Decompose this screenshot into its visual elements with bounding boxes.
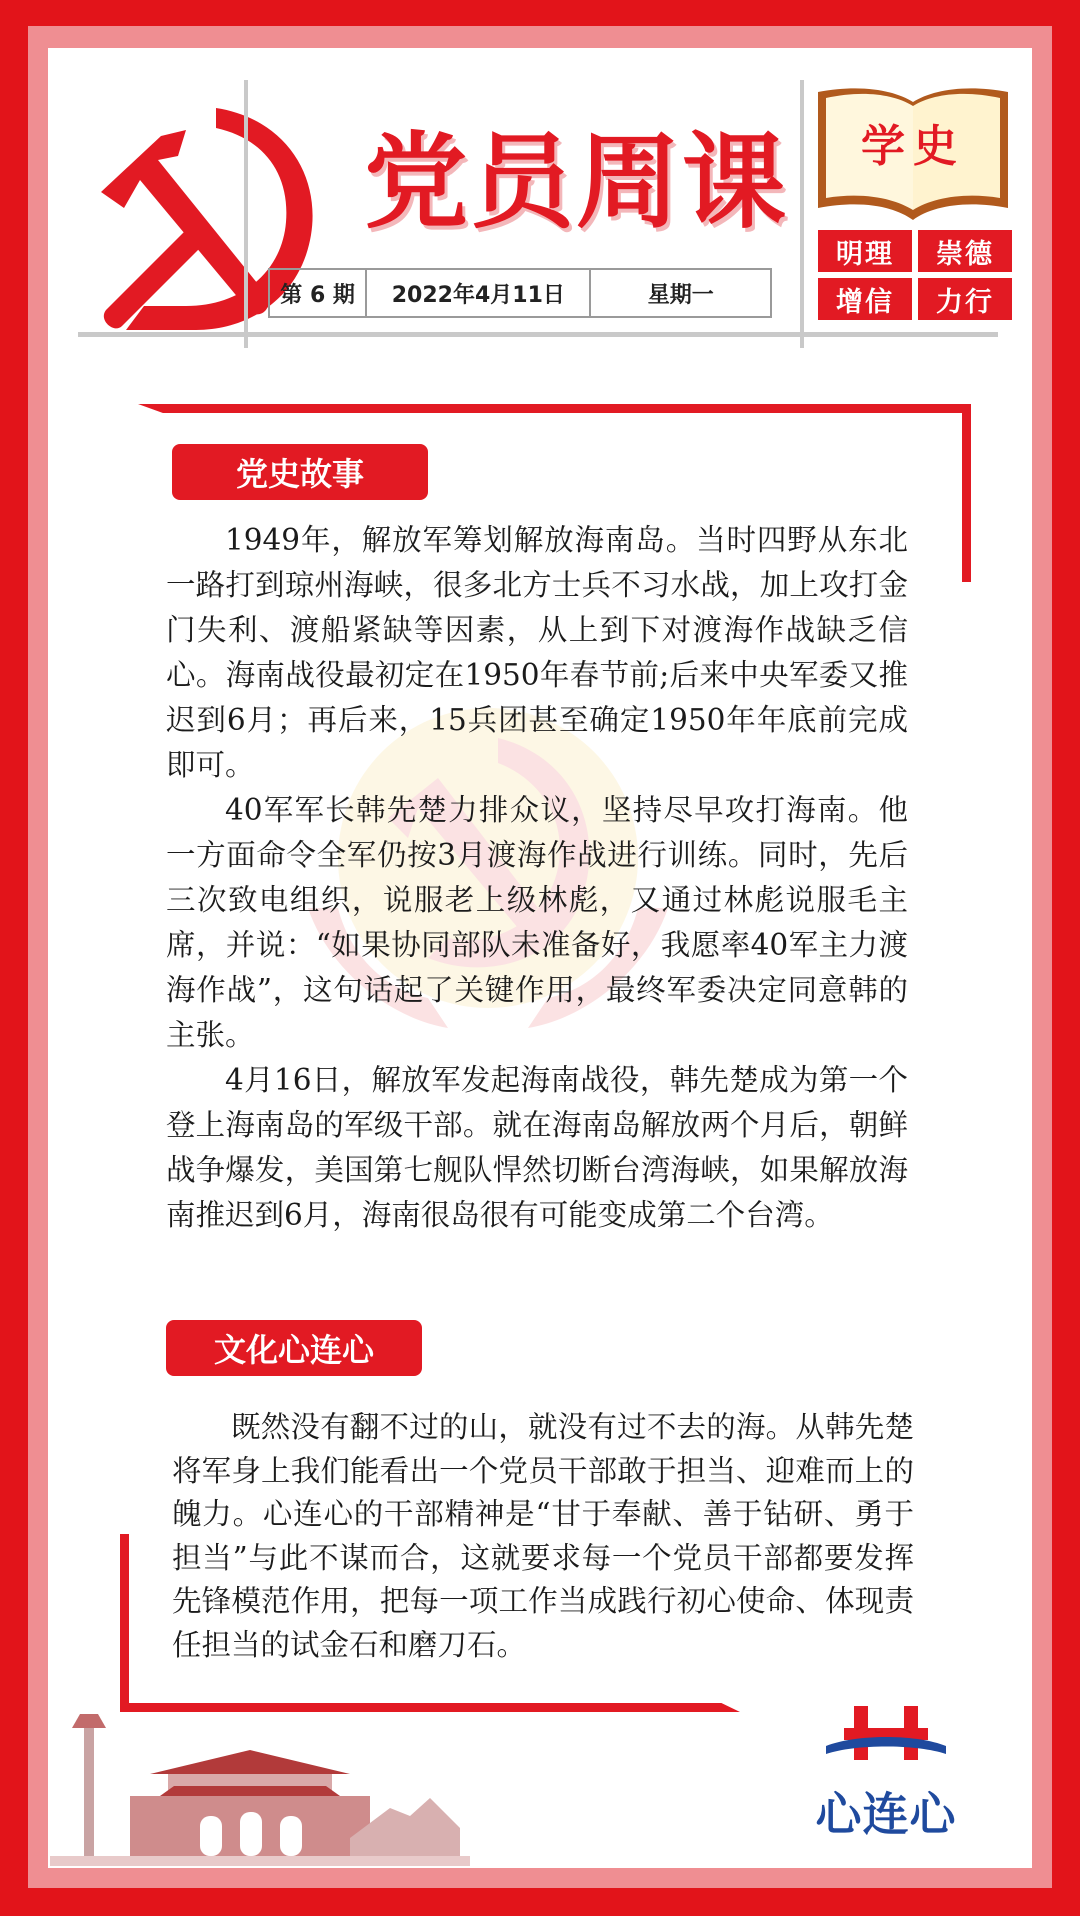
frame-right-line [962,404,971,582]
issue-info-bar [268,268,772,318]
culture-text [172,1406,914,1667]
tag-chongde: 崇德 [918,230,1012,272]
section-heading-party-history: 党史故事 [172,444,428,500]
page-title: 党员周课 [363,121,788,243]
issue-weekday: 星期一 [647,282,714,308]
header-divider-left [244,80,248,348]
story-paragraph: 40军军长韩先楚力排众议，坚持尽早攻打海南。他一方面命令全军仍按3月渡海作战进行训练。同时，先后三次致电组织，说服老上级林彪，又通过林彪说服毛主席，并说：“如果协同部队未准备好，我愿率40军主力渡海作战”，这句话起了关键作用，最终军委决定同意韩的主张。 [166,793,908,1052]
poster-page [48,48,1032,1868]
story-paragraph: 1949年，解放军筹划解放海南岛。当时四野从东北一路打到琼州海峡，很多北方士兵不习水战，加上攻打金门失利、渡船紧缺等因素，从上到下对渡海作战缺乏信心。海南战役最初定在1950年春节前;后来中央军委又推迟到6月；再后来，15兵团甚至确定1950年年底前完成即可。 [166,523,908,782]
tag-mingli: 明理 [818,230,912,272]
frame-left-line [120,1534,129,1712]
tag-lixing: 力行 [918,278,1012,320]
tiananmen-cityscape-icon [50,1688,470,1866]
tag-zengxin: 增信 [818,278,912,320]
logo-text: 心连心 [815,1787,957,1841]
party-history-story [166,518,908,1238]
issue-date: 2022年4月11日 [367,270,591,316]
culture-paragraph: 既然没有翻不过的山，就没有过不去的海。从韩先楚将军身上我们能看出一个党员干部敢于担当、迎难而上的魄力。心连心的干部精神是“甘于奉献、善于钻研、勇于担当”与此不谋而合，这就要求每一个党员干部都要发挥先锋模范作用，把每一项工作当成践行初心使命、体现责任担当的试金石和磨刀石。 [172,1410,914,1662]
section-heading-culture: 文化心连心 [166,1320,422,1376]
story-paragraph: 4月16日，解放军发起海南战役，韩先楚成为第一个登上海南岛的军级干部。就在海南岛解放两个月后，朝鲜战争爆发，美国第七舰队悍然切断台湾海峡，如果解放海南推迟到6月，海南很岛很有可能变成第二个台湾。 [166,1063,908,1232]
frame-top-line [138,404,968,413]
header-underline [78,332,998,337]
book-label: 学史 [861,121,965,172]
motto-tags [818,230,1012,320]
issue-number: 第 6 期 [270,270,367,316]
